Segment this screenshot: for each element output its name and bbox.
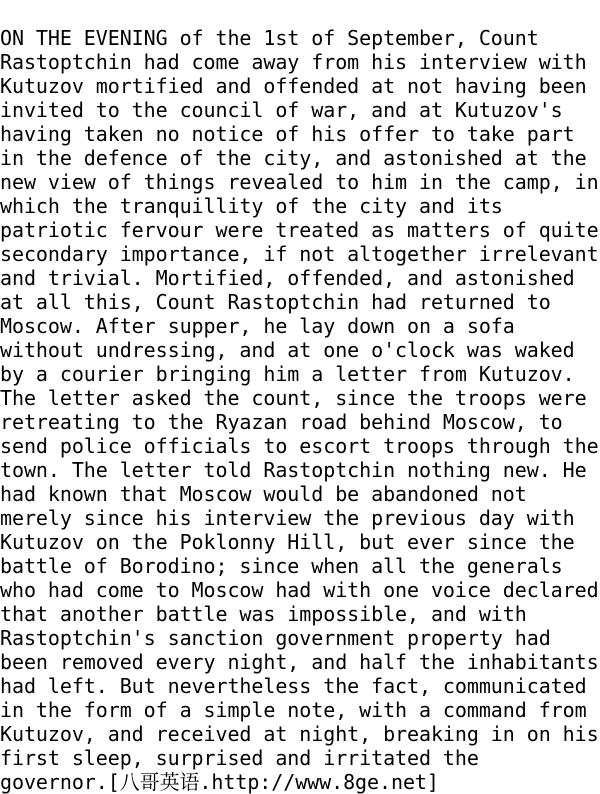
document-text [0,26,600,794]
text-line: had known that Moscow would be abandoned not [0,482,527,506]
text-line: secondary importance, if not altogether irrelevant [0,242,599,266]
text-line: governor.[八哥英语.http://www.8ge.net] [0,770,439,794]
text-line: without undressing, and at one o'clock was waked [0,338,575,362]
text-line: The letter asked the count, since the troops were [0,386,587,410]
text-line: Rastoptchin's sanction government property had [0,626,551,650]
text-line: having taken no notice of his offer to take part [0,122,575,146]
text-line: battle of Borodino; since when all the generals [0,554,563,578]
text-line: at all this, Count Rastoptchin had returned to [0,290,551,314]
text-line: and trivial. Mortified, offended, and astonished [0,266,575,290]
text-line: that another battle was impossible, and with [0,602,527,626]
text-line: by a courier bringing him a letter from Kutuzov. [0,362,575,386]
text-line: retreating to the Ryazan road behind Moscow, to [0,410,563,434]
text-line: ON THE EVENING of the 1st of September, Count [0,26,539,50]
text-line: Rastoptchin had come away from his interview with [0,50,587,74]
text-line: Kutuzov, and received at night, breaking in on his [0,722,599,746]
text-line: which the tranquillity of the city and its [0,194,503,218]
text-line: new view of things revealed to him in the camp, in [0,170,599,194]
text-line: Kutuzov on the Poklonny Hill, but ever since the [0,530,575,554]
text-line: town. The letter told Rastoptchin nothing new. He [0,458,587,482]
text-line: had left. But nevertheless the fact, communicated [0,674,587,698]
text-line: in the form of a simple note, with a command from [0,698,587,722]
text-line: first sleep, surprised and irritated the [0,746,479,770]
text-line: send police officials to escort troops through the [0,434,599,458]
text-line: Kutuzov mortified and offended at not having been [0,74,587,98]
text-line: in the defence of the city, and astonished at the [0,146,587,170]
text-line: invited to the council of war, and at Kutuzov's [0,98,563,122]
text-line: been removed every night, and half the inhabitants [0,650,599,674]
text-line: who had come to Moscow had with one voice declared [0,578,599,602]
text-line: Moscow. After supper, he lay down on a sofa [0,314,515,338]
text-line: patriotic fervour were treated as matters of quite [0,218,599,242]
text-line: merely since his interview the previous day with [0,506,575,530]
